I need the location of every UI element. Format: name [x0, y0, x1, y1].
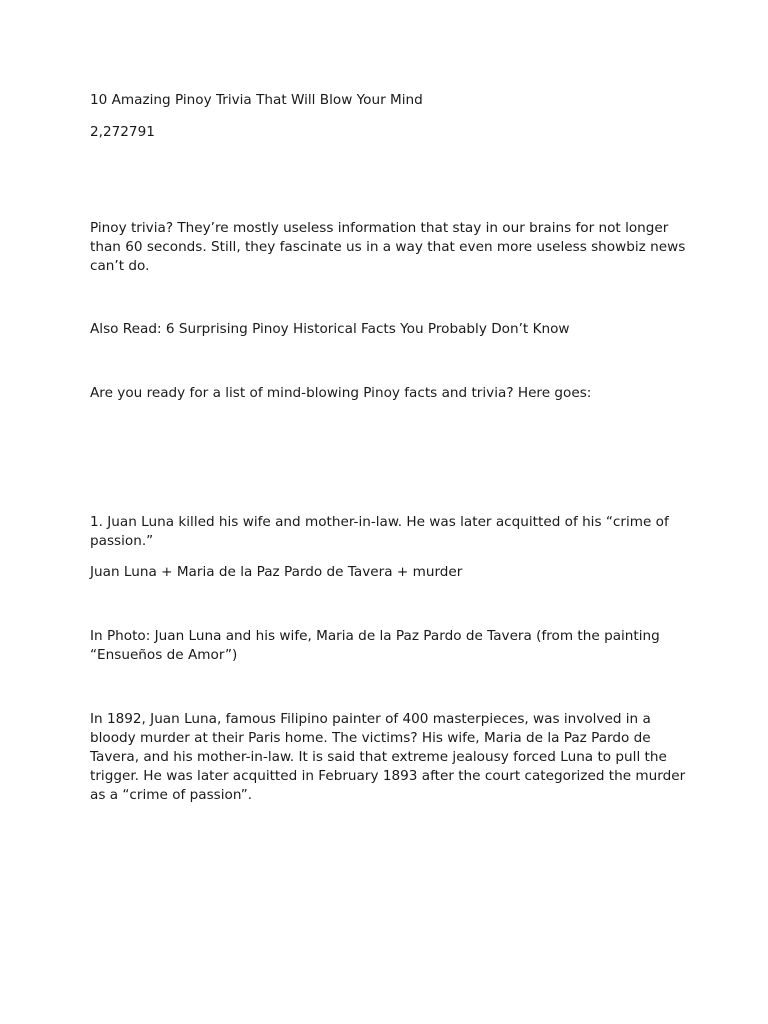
- item-1-image-alt: Juan Luna + Maria de la Paz Pardo de Tavera + murder: [90, 564, 463, 580]
- item-1-photo-caption: In Photo: Juan Luna and his wife, Maria de la Paz Pardo de Tavera (from the painting “Ensueños de Amor”): [90, 628, 660, 663]
- intro-paragraph: Pinoy trivia? They’re mostly useless information that stay in our brains for not longer than 60 seconds. Still, they fascinate us in a way that even more useless showbiz news can’t do.: [90, 220, 686, 274]
- item-1-body: In 1892, Juan Luna, famous Filipino painter of 400 masterpieces, was involved in a bloody murder at their Paris home. The victims? His wife, Maria de la Paz Pardo de Tavera, and his mother-in-law. It is said that extreme jealousy forced Luna to pull the trigger. He was later acquitted in February 1893 after the court categorized the murder as a “crime of passion”.: [90, 711, 686, 803]
- also-read-link: Also Read: 6 Surprising Pinoy Historical Facts You Probably Don’t Know: [90, 321, 570, 337]
- document-title: 10 Amazing Pinoy Trivia That Will Blow Your Mind: [90, 92, 423, 108]
- view-count: 2,272791: [90, 124, 155, 140]
- item-1-heading: 1. Juan Luna killed his wife and mother-in-law. He was later acquitted of his “crime of passion.”: [90, 514, 669, 549]
- lead-in-paragraph: Are you ready for a list of mind-blowing Pinoy facts and trivia? Here goes:: [90, 385, 592, 401]
